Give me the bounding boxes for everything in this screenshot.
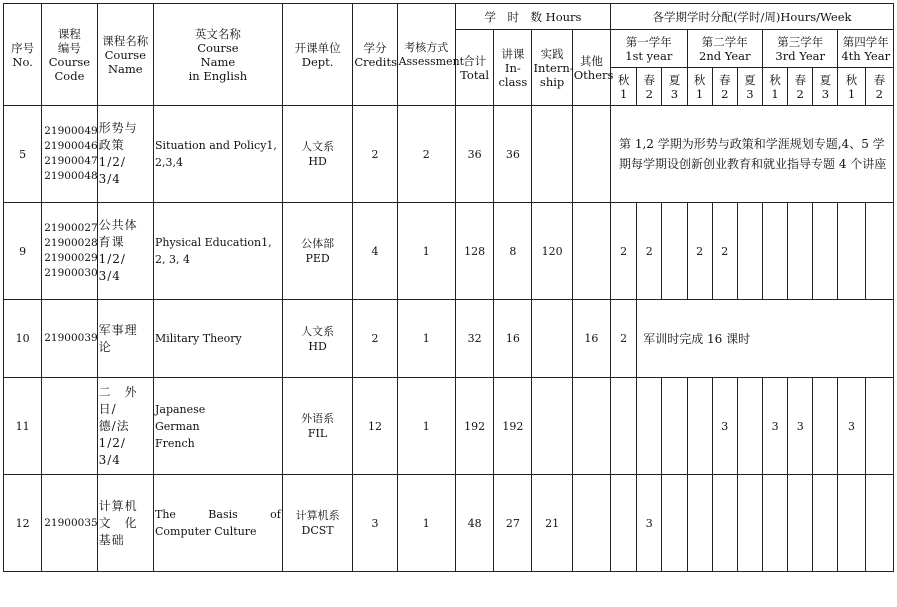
semester-cell: 3 bbox=[637, 475, 662, 572]
semester-cell: 2 bbox=[637, 203, 662, 300]
credits-cell: 2 bbox=[353, 300, 397, 378]
total-cell: 36 bbox=[455, 106, 493, 203]
code-cell: 21900035 bbox=[42, 475, 97, 572]
assessment-cell: 1 bbox=[397, 475, 455, 572]
header-course-code: 课程 编号 Course Code bbox=[42, 4, 97, 106]
english-name-cell: Japanese German French bbox=[153, 378, 282, 475]
seq-cell: 9 bbox=[4, 203, 42, 300]
seq-cell: 5 bbox=[4, 106, 42, 203]
seq-cell: 11 bbox=[4, 378, 42, 475]
semester-cell bbox=[865, 475, 893, 572]
code-cell bbox=[42, 378, 97, 475]
header-english-name: 英文名称 Course Name in English bbox=[153, 4, 282, 106]
dept-cell: 计算机系 DCST bbox=[282, 475, 352, 572]
table-row bbox=[4, 378, 894, 475]
header-semester: 秋 1 bbox=[762, 68, 787, 106]
code-cell: 21900049 21900046 21900047 21900048 bbox=[42, 106, 97, 203]
header-semester: 夏 3 bbox=[662, 68, 687, 106]
table-row bbox=[4, 203, 894, 300]
semester-cell bbox=[662, 378, 687, 475]
semester-cell bbox=[611, 475, 637, 572]
total-cell: 48 bbox=[455, 475, 493, 572]
dept-cell: 人文系 HD bbox=[282, 106, 352, 203]
english-name-cell: Physical Education1, 2, 3, 4 bbox=[153, 203, 282, 300]
credits-cell: 12 bbox=[353, 378, 397, 475]
header-dept: 开课单位 Dept. bbox=[282, 4, 352, 106]
semester-cell bbox=[813, 475, 838, 572]
assessment-cell: 1 bbox=[397, 203, 455, 300]
others-cell bbox=[572, 203, 610, 300]
semester-cell: 3 bbox=[712, 378, 737, 475]
others-cell bbox=[572, 378, 610, 475]
semester-cell bbox=[813, 203, 838, 300]
semester-cell: 3 bbox=[762, 378, 787, 475]
code-cell: 21900027 21900028 21900029 21900030 bbox=[42, 203, 97, 300]
internship-cell bbox=[532, 378, 572, 475]
semester-cell bbox=[865, 203, 893, 300]
semester-note-cell: 军训时完成 16 课时 bbox=[637, 300, 894, 378]
course-name-cell: 二 外 日/ 德/法 1/2/ 3/4 bbox=[97, 378, 153, 475]
header-hours: 学 时 数 Hours bbox=[455, 4, 610, 30]
semester-cell bbox=[737, 203, 762, 300]
course-name-cell: 军事理 论 bbox=[97, 300, 153, 378]
semester-cell bbox=[762, 203, 787, 300]
semester-cell bbox=[838, 475, 865, 572]
inclass-cell: 27 bbox=[494, 475, 532, 572]
table-row bbox=[4, 300, 894, 378]
header-year-3: 第三学年 3rd Year bbox=[762, 30, 837, 68]
semester-cell bbox=[737, 475, 762, 572]
internship-cell: 21 bbox=[532, 475, 572, 572]
header-assessment: 考核方式 Assessment bbox=[397, 4, 455, 106]
semester-cell bbox=[865, 378, 893, 475]
inclass-cell: 8 bbox=[494, 203, 532, 300]
english-name-cell: The Basis of Computer Culture bbox=[153, 475, 282, 572]
semester-cell bbox=[788, 203, 813, 300]
course-name-cell: 形势与 政策 1/2/ 3/4 bbox=[97, 106, 153, 203]
header-semester: 秋 1 bbox=[611, 68, 637, 106]
header-internship: 实践 Intern- ship bbox=[532, 30, 572, 106]
internship-cell: 120 bbox=[532, 203, 572, 300]
assessment-cell: 1 bbox=[397, 300, 455, 378]
inclass-cell: 36 bbox=[494, 106, 532, 203]
semester-cell bbox=[687, 475, 712, 572]
header-semester: 春 2 bbox=[788, 68, 813, 106]
semester-cell bbox=[662, 475, 687, 572]
semester-cell bbox=[838, 203, 865, 300]
internship-cell bbox=[532, 106, 572, 203]
semester-cell: 2 bbox=[611, 300, 637, 378]
semester-note-cell: 第 1,2 学期为形势与政策和学涯规划专题,4、5 学期每学期设创新创业教育和就业指导专题 4 个讲座 bbox=[611, 106, 894, 203]
assessment-cell: 1 bbox=[397, 378, 455, 475]
semester-cell: 2 bbox=[687, 203, 712, 300]
semester-cell: 3 bbox=[788, 378, 813, 475]
header-semester: 春 2 bbox=[712, 68, 737, 106]
seq-cell: 10 bbox=[4, 300, 42, 378]
semester-cell bbox=[788, 475, 813, 572]
header-semester: 秋 1 bbox=[838, 68, 865, 106]
credits-cell: 4 bbox=[353, 203, 397, 300]
header-semester: 秋 1 bbox=[687, 68, 712, 106]
semester-cell bbox=[687, 378, 712, 475]
semester-cell bbox=[637, 378, 662, 475]
table-body bbox=[4, 106, 894, 572]
dept-cell: 外语系 FIL bbox=[282, 378, 352, 475]
header-semester: 春 2 bbox=[865, 68, 893, 106]
total-cell: 192 bbox=[455, 378, 493, 475]
header-year-1: 第一学年 1st year bbox=[611, 30, 687, 68]
header-inclass: 讲课 In- class bbox=[494, 30, 532, 106]
dept-cell: 人文系 HD bbox=[282, 300, 352, 378]
semester-cell bbox=[662, 203, 687, 300]
others-cell bbox=[572, 475, 610, 572]
table-header bbox=[4, 4, 894, 106]
code-cell: 21900039 bbox=[42, 300, 97, 378]
course-name-cell: 公共体 育课 1/2/ 3/4 bbox=[97, 203, 153, 300]
header-credits: 学分 Credits bbox=[353, 4, 397, 106]
header-distribution: 各学期学时分配(学时/周)Hours/Week bbox=[611, 4, 894, 30]
seq-cell: 12 bbox=[4, 475, 42, 572]
header-others: 其他 Others bbox=[572, 30, 610, 106]
table-row bbox=[4, 475, 894, 572]
english-name-cell: Military Theory bbox=[153, 300, 282, 378]
semester-cell bbox=[737, 378, 762, 475]
header-year-4: 第四学年 4th Year bbox=[838, 30, 894, 68]
header-total: 合计 Total bbox=[455, 30, 493, 106]
inclass-cell: 16 bbox=[494, 300, 532, 378]
credits-cell: 2 bbox=[353, 106, 397, 203]
credits-cell: 3 bbox=[353, 475, 397, 572]
internship-cell bbox=[532, 300, 572, 378]
semester-cell: 2 bbox=[611, 203, 637, 300]
semester-cell bbox=[712, 475, 737, 572]
header-semester: 夏 3 bbox=[737, 68, 762, 106]
assessment-cell: 2 bbox=[397, 106, 455, 203]
inclass-cell: 192 bbox=[494, 378, 532, 475]
header-semester: 夏 3 bbox=[813, 68, 838, 106]
header-seq: 序号 No. bbox=[4, 4, 42, 106]
semester-cell bbox=[611, 378, 637, 475]
others-cell bbox=[572, 106, 610, 203]
header-semester: 春 2 bbox=[637, 68, 662, 106]
semester-cell: 3 bbox=[838, 378, 865, 475]
curriculum-table bbox=[3, 3, 894, 572]
total-cell: 128 bbox=[455, 203, 493, 300]
dept-cell: 公体部 PED bbox=[282, 203, 352, 300]
others-cell: 16 bbox=[572, 300, 610, 378]
header-course-name: 课程名称 Course Name bbox=[97, 4, 153, 106]
course-name-cell: 计算机 文 化 基础 bbox=[97, 475, 153, 572]
total-cell: 32 bbox=[455, 300, 493, 378]
english-name-cell: Situation and Policy1, 2,3,4 bbox=[153, 106, 282, 203]
semester-cell bbox=[813, 378, 838, 475]
table-row bbox=[4, 106, 894, 203]
semester-cell bbox=[762, 475, 787, 572]
semester-cell: 2 bbox=[712, 203, 737, 300]
header-year-2: 第二学年 2nd Year bbox=[687, 30, 762, 68]
